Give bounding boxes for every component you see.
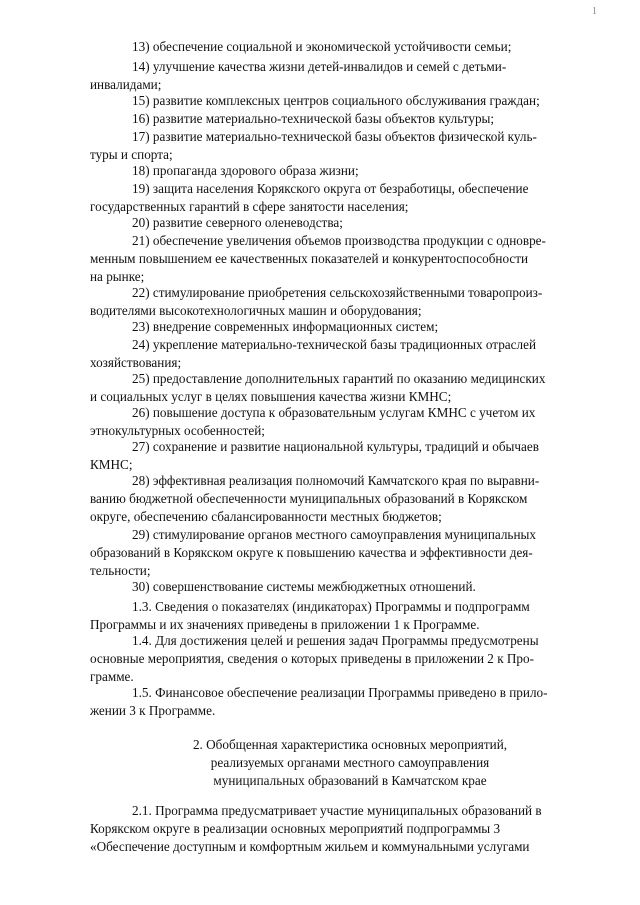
list-item <box>90 404 610 440</box>
list-item-line: 25) предоставление дополнительных гарантий по оказанию медицинских <box>132 371 546 386</box>
list-item <box>90 632 610 686</box>
list-item <box>90 284 610 320</box>
list-item-line: 26) повышение доступа к образовательным услугам КМНС с учетом их <box>132 405 536 420</box>
paragraph-line: «Обеспечение доступным и комфортным жильем и коммунальными услугами <box>90 839 530 854</box>
heading-line: реализуемых органами местного самоуправления <box>210 755 490 770</box>
list-item-line: 22) стимулирование приобретения сельскохозяйственными товаропроиз- <box>132 285 543 300</box>
list-item-line: 19) защита населения Корякского округа от безработицы, обеспечение <box>132 181 529 196</box>
list-item-line: 1.5. Финансовое обеспечение реализации Программы приведено в прило- <box>132 685 548 700</box>
list-item-line: 23) внедрение современных информационных систем; <box>132 319 439 334</box>
list-item-line: и социальных услуг в целях повышения качества жизни КМНС; <box>90 389 452 404</box>
list-item-line: туры и спорта; <box>90 147 173 162</box>
list-item-line: 1.3. Сведения о показателях (индикаторах) Программы и подпрограмм <box>132 599 530 614</box>
paragraph-2-1 <box>90 802 610 856</box>
list-item <box>90 684 610 720</box>
list-item-line: Программы и их значениях приведены в приложении 1 к Программе. <box>90 617 480 632</box>
heading-line: муниципальных образований в Камчатском крае <box>213 773 487 788</box>
list-item-line: 18) пропаганда здорового образа жизни; <box>132 163 359 178</box>
list-item-line: на рынке; <box>90 269 145 284</box>
list-item-line: менным повышением ее качественных показателей и конкурентоспособности <box>90 251 529 266</box>
list-item-line: инвалидами; <box>90 77 162 92</box>
list-item-line: грамме. <box>90 669 134 684</box>
list-item <box>90 370 610 406</box>
list-item <box>90 214 610 232</box>
list-item-line: 24) укрепление материально-технической базы традиционных отраслей <box>132 337 537 352</box>
list-item-line: 30) совершенствование системы межбюджетных отношений. <box>132 579 476 594</box>
list-item-line: государственных гарантий в сфере занятости населения; <box>90 199 409 214</box>
list-item-line: этнокультурных особенностей; <box>90 423 265 438</box>
list-item <box>90 578 610 596</box>
list-item <box>90 598 610 634</box>
list-item-line: 15) развитие комплексных центров социального обслуживания граждан; <box>132 93 540 108</box>
list-item <box>90 58 610 94</box>
list-item-line: 17) развитие материально-технической базы объектов физической куль- <box>132 129 537 144</box>
list-item <box>90 180 610 216</box>
paragraph-line: Корякском округе в реализации основных мероприятий подпрограммы 3 <box>90 821 501 836</box>
list-item <box>90 318 610 336</box>
list-item-line: 13) обеспечение социальной и экономической устойчивости семьи; <box>132 39 512 54</box>
list-item-line: хозяйствования; <box>90 355 182 370</box>
list-item-line: 29) стимулирование органов местного самоуправления муниципальных <box>132 527 536 542</box>
section-heading <box>90 736 610 790</box>
list-item-line: 27) сохранение и развитие национальной культуры, традиций и обычаев <box>132 439 539 454</box>
list-item-line: КМНС; <box>90 457 133 472</box>
list-item <box>90 472 610 526</box>
corner-mark: 1 <box>592 6 597 17</box>
list-item <box>90 526 610 580</box>
list-item-line: жении 3 к Программе. <box>90 703 216 718</box>
list-item <box>90 438 610 474</box>
list-item <box>90 38 610 56</box>
list-item-line: основные мероприятия, сведения о которых приведены в приложении 2 к Про- <box>90 651 535 666</box>
list-item-line: округе, обеспечению сбалансированности местных бюджетов; <box>90 509 442 524</box>
list-item-line: водителями высокотехнологичных машин и оборудования; <box>90 303 422 318</box>
list-item-line: 14) улучшение качества жизни детей-инвалидов и семей с детьми- <box>132 59 507 74</box>
list-item-line: 20) развитие северного оленеводства; <box>132 215 343 230</box>
list-item <box>90 336 610 372</box>
list-item-line: ванию бюджетной обеспеченности муниципальных образований в Корякском <box>90 491 528 506</box>
list-item-line: тельности; <box>90 563 151 578</box>
list-item <box>90 110 610 128</box>
list-item <box>90 232 610 286</box>
list-item-line: 21) обеспечение увеличения объемов производства продукции с одновре- <box>132 233 546 248</box>
list-item <box>90 92 610 110</box>
list-item <box>90 128 610 164</box>
list-item-line: образований в Корякском округе к повышению качества и эффективности дея- <box>90 545 533 560</box>
list-item-line: 16) развитие материально-технической базы объектов культуры; <box>132 111 495 126</box>
paragraph-line: 2.1. Программа предусматривает участие муниципальных образований в <box>132 803 542 818</box>
list-item-line: 1.4. Для достижения целей и решения задач Программы предусмотрены <box>132 633 539 648</box>
list-item <box>90 162 610 180</box>
heading-line: 2. Обобщенная характеристика основных мероприятий, <box>192 737 508 752</box>
list-item-line: 28) эффективная реализация полномочий Камчатского края по выравни- <box>132 473 540 488</box>
